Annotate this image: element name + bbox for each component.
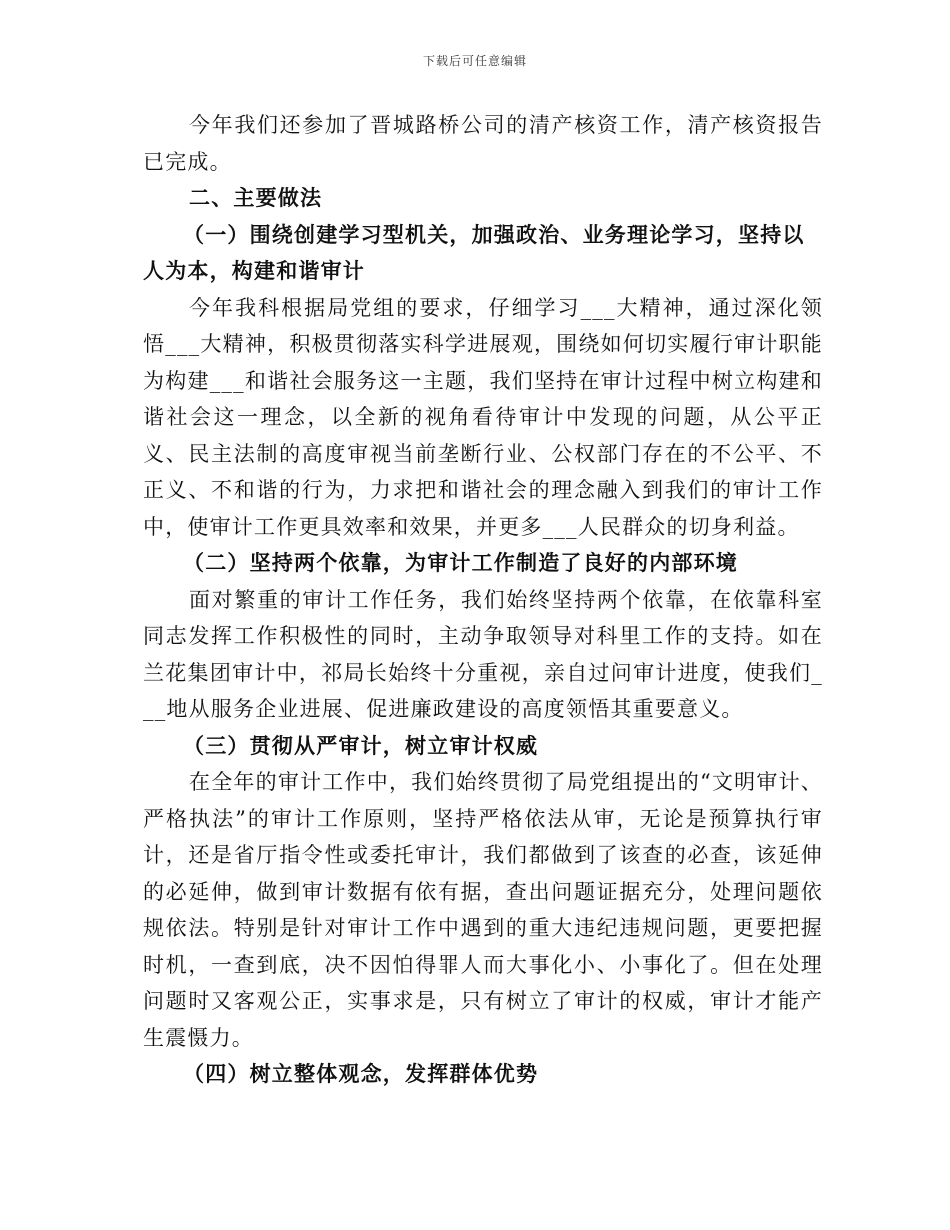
document-body <box>143 107 823 1093</box>
subsection-heading-3: （三）贯彻从严审计，树立审计权威 <box>183 732 539 758</box>
section-heading-main-practices: 二、主要做法 <box>189 185 323 210</box>
paragraph-4: 在全年的审计工作中，我们始终贯彻了局党组提出的“文明审计、严格执法”的审计工作原则，坚持严格依法从审，无论是预算执行审计，还是省厅指令性或委托审计，我们都做到了该查的必查，该延伸的必延伸，做到审计数据有依有据，查出问题证据充分，处理问题依规依法。特别是针对审计工作中遇到的重大违纪违规问题，更要把握时机，一查到底，决不因怕得罪人而大事化小、小事化了。但在处理问题时又客观公正，实事求是，只有树立了审计的权威，审计才能产生震慑力。 <box>143 770 823 1050</box>
paragraph-1: 今年我们还参加了晋城路桥公司的清产核资工作，清产核资报告已完成。 <box>143 113 823 174</box>
paragraph-2: 今年我科根据局党组的要求，仔细学习___大精神，通过深化领悟___大精神，积极贯彻落实科学进展观，围绕如何切实履行审计职能为构建___和谐社会服务这一主题，我们坚持在审计过程中树立构建和谐社会这一理念，以全新的视角看待审计中发现的问题，从公平正义、民主法制的高度审视当前垄断行业、公权部门存在的不公平、不正义、不和谐的行为，力求把和谐社会的理念融入到我们的审计工作中，使审计工作更具效率和效果，并更多___人民群众的切身利益。 <box>143 295 823 539</box>
subsection-heading-1: （一）围绕创建学习型机关，加强政治、业务理论学习，坚持以人为本，构建和谐审计 <box>143 221 805 283</box>
subsection-heading-4: （四）树立整体观念，发挥群体优势 <box>183 1061 539 1086</box>
page-header: 下载后可任意编辑 <box>422 54 527 68</box>
paragraph-3: 面对繁重的审计工作任务，我们始终坚持两个依靠，在依靠科室同志发挥工作积极性的同时，主动争取领导对科里工作的支持。如在兰花集团审计中，祁局长始终十分重视，亲自过问审计进度，使我们___地从服务企业进展、促进廉政建设的高度领悟其重要意义。 <box>143 587 823 721</box>
subsection-heading-2: （二）坚持两个依靠，为审计工作制造了良好的内部环境 <box>183 550 738 575</box>
